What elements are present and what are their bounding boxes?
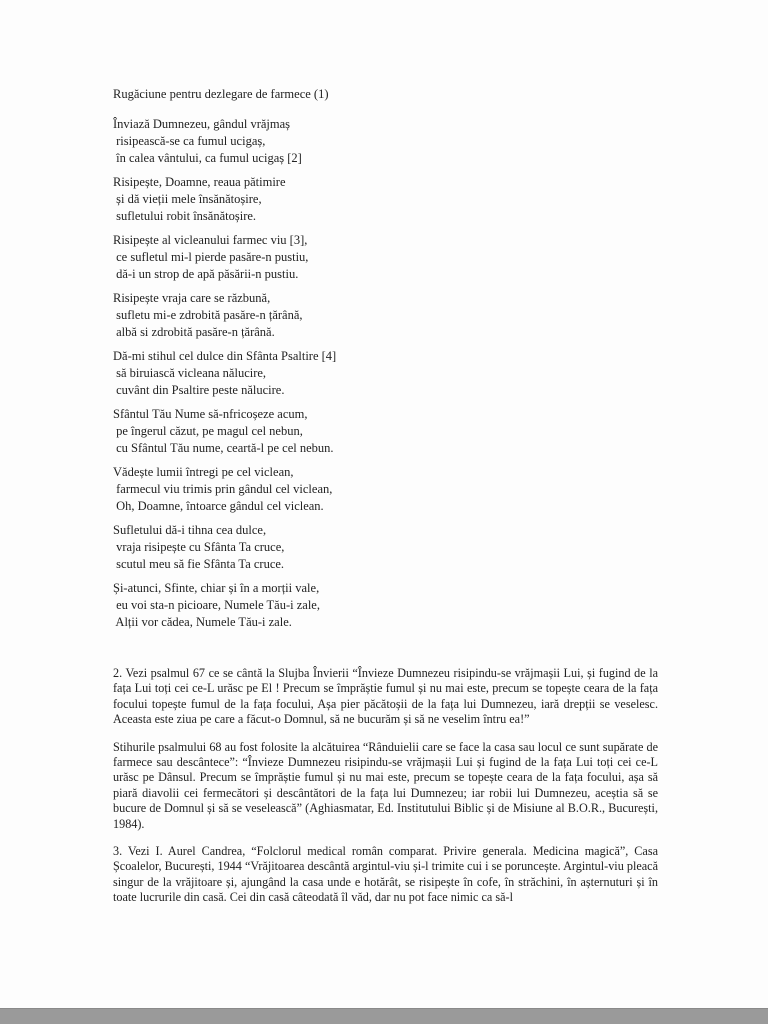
poem-stanza	[113, 348, 533, 399]
poem-line: eu voi sta-n picioare, Numele Tău-i zale,	[113, 598, 320, 612]
poem-line: cuvânt din Psaltire peste nălucire.	[113, 383, 285, 397]
poem-line: ce sufletul mi-l pierde pasăre-n pustiu,	[113, 250, 309, 264]
poem-stanza	[113, 174, 533, 225]
poem-line: scutul meu să fie Sfânta Ta cruce.	[113, 557, 285, 571]
poem-line: farmecul viu trimis prin gândul cel viclean,	[113, 482, 333, 496]
poem-line: sufletului robit însănătoșire.	[113, 209, 257, 223]
poem-line: vraja risipește cu Sfânta Ta cruce,	[113, 540, 285, 554]
poem-stanza	[113, 464, 533, 515]
poem-line: să biruiască vicleana nălucire,	[113, 366, 267, 380]
poem-line: Oh, Doamne, întoarce gândul cel viclean.	[113, 499, 324, 513]
poem-line: sufletu mi-e zdrobită pasăre-n țărână,	[113, 308, 303, 322]
poem	[113, 116, 533, 638]
poem-line: și dă vieții mele însănătoșire,	[113, 192, 262, 206]
poem-title: Rugăciune pentru dezlegare de farmece (1)	[113, 87, 329, 101]
poem-line: dă-i un strop de apă păsării-n pustiu.	[113, 267, 299, 281]
poem-line: cu Sfântul Tău nume, ceartă-l pe cel nebun.	[113, 441, 334, 455]
poem-line: Risipește al vicleanului farmec viu [3],	[113, 233, 308, 247]
footnotes	[113, 666, 658, 918]
poem-line: Înviază Dumnezeu, gândul vrăjmaș	[113, 117, 291, 131]
poem-line: în calea vântului, ca fumul ucigaș [2]	[113, 151, 302, 165]
poem-line: albă si zdrobită pasăre-n țărână.	[113, 325, 275, 339]
poem-line: Sufletului dă-i tihna cea dulce,	[113, 523, 267, 537]
poem-line: Vădește lumii întregi pe cel viclean,	[113, 465, 294, 479]
poem-line: Dă-mi stihul cel dulce din Sfânta Psaltire [4]	[113, 349, 337, 363]
poem-line: Și-atunci, Sfinte, chiar și în a morții vale,	[113, 581, 320, 595]
footnote-paragraph: 2. Vezi psalmul 67 ce se cântă la Slujba Învierii “Învieze Dumnezeu risipindu-se vrăjmașii Lui, și fugind de la fața Lui toți cei ce-L urăsc pe El ! Precum se împrăștie fumul și nu mai este, precum se topește ceara de la fața focului topește fumul de la fața focului, Așa pier păcătoșii de la fața lui Dumnezeu, iară drepții se veselesc. Aceasta este ziua pe care a făcut-o Domnul, să ne bucurăm și să ne veselim întru ea!”	[113, 666, 658, 727]
poem-stanza	[113, 232, 533, 283]
poem-line: Risipește vraja care se răzbună,	[113, 291, 271, 305]
poem-stanza	[113, 406, 533, 457]
poem-stanza	[113, 290, 533, 341]
footnote-paragraph: Stihurile psalmului 68 au fost folosite la alcătuirea “Rânduielii care se face la casa sau locul ce sunt supărate de farmece sau descântece”: “Învieze Dumnezeu risipindu-se vrăjmașii Lui și fugind de la fața Lui toți cei ce-L urăsc pe Dânsul. Precum se împrăștie fumul și nu mai este, precum se topește ceara de la fața focului, așa să piară diavolii cei fermecători și descântători de la fața lui Dumnezeu; iar robii lui Dumnezeu, aceștia să se bucure de Domnul și să se veselească” (Aghiasmatar, Ed. Institutului Biblic și de Misiune al B.O.R., București, 1984).	[113, 739, 658, 831]
poem-line: pe îngerul căzut, pe magul cel nebun,	[113, 424, 303, 438]
page-bottom-bar	[0, 1008, 768, 1024]
poem-line: Sfântul Tău Nume să-nfricoșeze acum,	[113, 407, 308, 421]
poem-line: Alții vor cădea, Numele Tău-i zale.	[113, 615, 292, 629]
poem-line: risipească-se ca fumul ucigaș,	[113, 134, 266, 148]
poem-stanza	[113, 580, 533, 631]
poem-line: Risipește, Doamne, reaua pătimire	[113, 175, 286, 189]
poem-stanza	[113, 116, 533, 167]
poem-stanza	[113, 522, 533, 573]
footnote-paragraph: 3. Vezi I. Aurel Candrea, “Folclorul medical român comparat. Privire generala. Medicina magică”, Casa Școalelor, București, 1944 “Vrăjitoarea descântă argintul-viu și-l trimite cui i se poruncește. Argintul-viu pleacă singur de la vrăjitoare și, ajungând la casa unde e hotărât, se risipește în cofe, în străchini, în așternuturi și în toate lucrurile din casă. Cei din casă câteodată îl văd, dar nu pot face nimic ca să-l	[113, 844, 658, 905]
